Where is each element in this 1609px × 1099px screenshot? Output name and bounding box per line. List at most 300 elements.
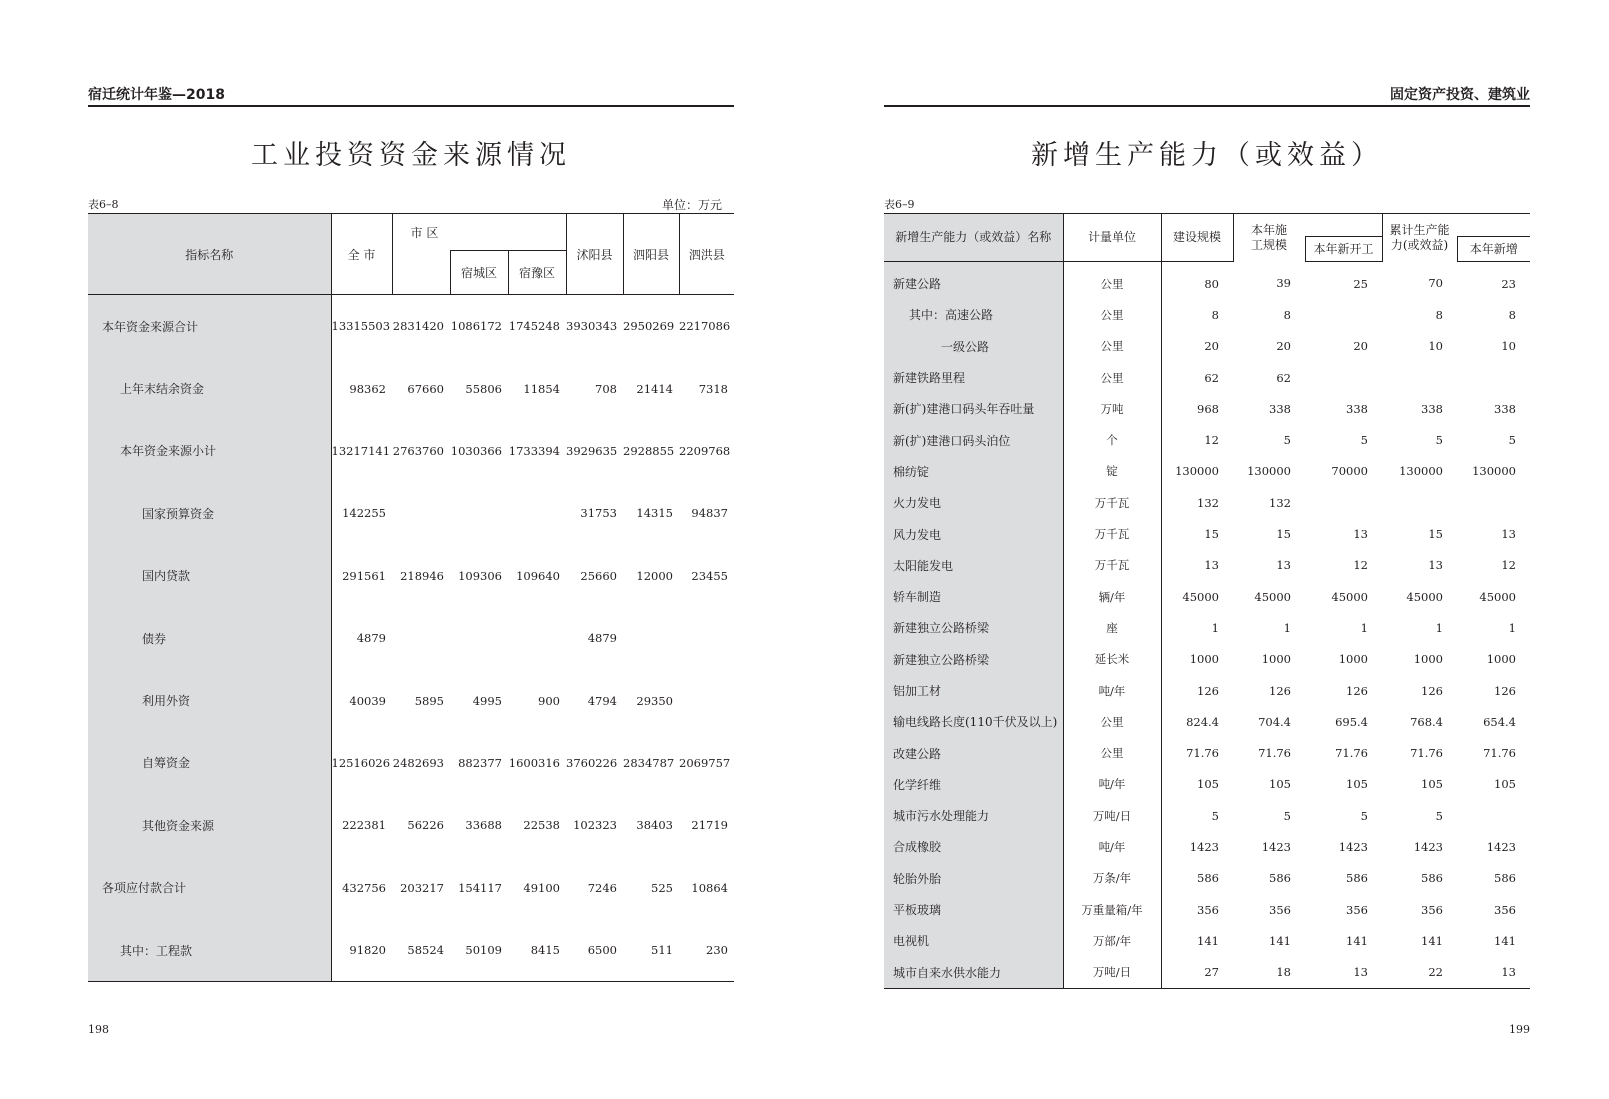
- row-unit: 公里: [1063, 331, 1161, 362]
- cell-value: 142255: [342, 506, 386, 521]
- table-row: [884, 800, 1530, 831]
- cell-value: [450, 482, 508, 544]
- row-label: 本年资金来源合计: [88, 295, 331, 358]
- row-label: 其中：工程款: [88, 919, 331, 982]
- cell-value: 1: [1435, 620, 1443, 635]
- cell-value: 3760226: [566, 755, 618, 770]
- cell-value: 27: [1161, 957, 1233, 989]
- table-unit-left: 单位：万元: [661, 198, 722, 212]
- row-unit: 万千瓦: [1063, 518, 1161, 549]
- cell-value: 1423: [1338, 839, 1368, 854]
- row-label: 利用外资: [88, 669, 331, 731]
- cell-value: 230: [706, 943, 728, 958]
- cell-value: 1600316: [508, 755, 560, 770]
- cell-value: 20: [1161, 331, 1233, 362]
- cell-value: 1423: [1261, 839, 1291, 854]
- table-row: [884, 863, 1530, 894]
- cell-value: 5895: [414, 693, 444, 708]
- cell-value: 67660: [407, 381, 444, 396]
- cell-value: 71.76: [1161, 737, 1233, 768]
- header-shuyang: 沭阳县: [566, 214, 623, 295]
- cell-value: 1000: [1338, 652, 1368, 667]
- cell-value: 586: [1346, 871, 1368, 886]
- cell-value: 7246: [587, 880, 617, 895]
- cell-value: 2209768: [679, 443, 731, 458]
- cell-value: 14315: [636, 506, 673, 521]
- cell-value: 4995: [472, 693, 502, 708]
- row-unit: 万千瓦: [1063, 487, 1161, 518]
- cell-value: 141: [1346, 933, 1368, 948]
- cell-value: 882377: [458, 755, 502, 770]
- cell-value: 50109: [465, 943, 502, 958]
- row-label: 各项应付款合计: [88, 857, 331, 919]
- cell-value: 2217086: [679, 319, 731, 334]
- cell-value: 1423: [1413, 839, 1443, 854]
- header-rule: [884, 105, 1530, 107]
- cell-value: 586: [1269, 871, 1291, 886]
- cell-value: 10: [1501, 339, 1516, 354]
- cell-value: 222381: [342, 818, 386, 833]
- row-label: 自筹资金: [88, 732, 331, 794]
- industrial-investment-table: [88, 213, 734, 982]
- table-row: [88, 794, 734, 856]
- cell-value: 49100: [523, 880, 560, 895]
- cell-value: 29350: [636, 693, 673, 708]
- cell-value: 45000: [1479, 589, 1516, 604]
- row-unit: 吨/年: [1063, 675, 1161, 706]
- cell-value: 12000: [636, 568, 673, 583]
- cell-value: [1305, 362, 1382, 393]
- cell-value: 654.4: [1483, 714, 1516, 729]
- cell-value: 356: [1494, 902, 1516, 917]
- cell-value: 5: [1283, 433, 1291, 448]
- cell-value: [1457, 800, 1530, 831]
- cell-value: 33688: [465, 818, 502, 833]
- cell-value: 130000: [1399, 464, 1443, 479]
- cell-value: [1382, 362, 1457, 393]
- row-unit: 座: [1063, 612, 1161, 643]
- cell-value: 356: [1269, 902, 1291, 917]
- cell-value: 511: [651, 943, 673, 958]
- cell-value: 824.4: [1161, 706, 1233, 737]
- page-number-right: 199: [1509, 1023, 1530, 1036]
- cell-value: 1423: [1161, 831, 1233, 862]
- cell-value: 1: [1508, 620, 1516, 635]
- page-number-left: 198: [88, 1023, 109, 1036]
- table-row: [88, 545, 734, 607]
- cell-value: 130000: [1161, 456, 1233, 487]
- cell-value: 105: [1421, 777, 1443, 792]
- cell-value: 586: [1161, 863, 1233, 894]
- table-row: [884, 737, 1530, 768]
- cell-value: 15: [1161, 518, 1233, 549]
- row-unit: 万部/年: [1063, 925, 1161, 956]
- row-label: 电视机: [884, 925, 1063, 956]
- cell-value: 126: [1494, 683, 1516, 698]
- row-unit: 万千瓦: [1063, 550, 1161, 581]
- row-unit: 延长米: [1063, 644, 1161, 675]
- cell-value: 15: [1276, 527, 1291, 542]
- row-label: 输电线路长度(110千伏及以上): [884, 706, 1063, 737]
- cell-value: 130000: [1472, 464, 1516, 479]
- cell-value: [1305, 487, 1382, 518]
- table-row: [884, 393, 1530, 424]
- header-siyang: 泗阳县: [623, 214, 679, 295]
- cell-value: 25: [1353, 276, 1368, 291]
- cell-value: 5: [1360, 433, 1368, 448]
- right-page: [884, 0, 1530, 1099]
- cell-value: 5: [1161, 800, 1233, 831]
- cell-value: 432756: [342, 880, 386, 895]
- cell-value: 105: [1161, 769, 1233, 800]
- cell-value: 1030366: [450, 443, 502, 458]
- cell-value: 1733394: [508, 443, 560, 458]
- cell-value: 141: [1161, 925, 1233, 956]
- header-cumulative: 累计生产能力(或效益): [1382, 214, 1457, 262]
- table-row: [884, 894, 1530, 925]
- row-unit: 公里: [1063, 262, 1161, 300]
- row-label: 新建铁路里程: [884, 362, 1063, 393]
- table-row: [88, 607, 734, 669]
- cell-value: 338: [1269, 401, 1291, 416]
- row-label: 债券: [88, 607, 331, 669]
- row-label: 平板玻璃: [884, 894, 1063, 925]
- cell-value: 2928855: [623, 443, 675, 458]
- cell-value: 91820: [349, 943, 386, 958]
- cell-value: 132: [1269, 495, 1291, 510]
- cell-value: 18: [1276, 965, 1291, 980]
- cell-value: 695.4: [1335, 714, 1368, 729]
- cell-value: 62: [1276, 370, 1291, 385]
- table-row: [884, 769, 1530, 800]
- cell-value: 102323: [573, 818, 617, 833]
- table-row: [88, 669, 734, 731]
- cell-value: 8: [1435, 307, 1443, 322]
- cell-value: 12: [1501, 558, 1516, 573]
- cell-value: 70000: [1331, 464, 1368, 479]
- cell-value: 126: [1161, 675, 1233, 706]
- cell-value: [679, 607, 734, 669]
- cell-value: 5: [1283, 808, 1291, 823]
- row-unit: 锭: [1063, 456, 1161, 487]
- cell-value: 70: [1428, 276, 1443, 291]
- cell-value: 22: [1428, 965, 1443, 980]
- cell-value: 13: [1161, 550, 1233, 581]
- cell-value: 525: [651, 880, 673, 895]
- cell-value: 105: [1346, 777, 1368, 792]
- table-row: [884, 487, 1530, 518]
- row-unit: 万重量箱/年: [1063, 894, 1161, 925]
- cell-value: 338: [1494, 401, 1516, 416]
- table-row: [884, 518, 1530, 549]
- table-row: [884, 957, 1530, 989]
- row-label: 城市自来水供水能力: [884, 957, 1063, 989]
- left-page: [88, 0, 734, 1099]
- table-row: [884, 831, 1530, 862]
- cell-value: 4794: [587, 693, 617, 708]
- cell-value: 154117: [458, 880, 502, 895]
- cell-value: 768.4: [1410, 714, 1443, 729]
- cell-value: 105: [1269, 777, 1291, 792]
- cell-value: 126: [1346, 683, 1368, 698]
- cell-value: 8: [1161, 299, 1233, 330]
- row-unit: 万条/年: [1063, 863, 1161, 894]
- cell-value: 45000: [1161, 581, 1233, 612]
- cell-value: 126: [1269, 683, 1291, 698]
- page-title-left: 工业投资资金来源情况: [251, 140, 571, 171]
- cell-value: 338: [1421, 401, 1443, 416]
- cell-value: 141: [1494, 933, 1516, 948]
- cell-value: 132: [1161, 487, 1233, 518]
- cell-value: [1457, 487, 1530, 518]
- cell-value: 130000: [1247, 464, 1291, 479]
- cell-value: 586: [1421, 871, 1443, 886]
- cell-value: 13: [1501, 965, 1516, 980]
- cell-value: 8: [1508, 307, 1516, 322]
- row-label: 轮胎外胎: [884, 863, 1063, 894]
- cell-value: [1457, 362, 1530, 393]
- table-row: [884, 706, 1530, 737]
- table-row: [88, 857, 734, 919]
- row-unit: 辆/年: [1063, 581, 1161, 612]
- cell-value: 1086172: [450, 319, 502, 334]
- row-unit: 吨/年: [1063, 769, 1161, 800]
- header-total: 全 市: [331, 214, 392, 295]
- cell-value: 13: [1501, 527, 1516, 542]
- cell-value: 2950269: [623, 319, 675, 334]
- cell-value: 338: [1346, 401, 1368, 416]
- cell-value: 1423: [1486, 839, 1516, 854]
- cell-value: 98362: [349, 381, 386, 396]
- cell-value: [392, 482, 450, 544]
- table-row: [884, 262, 1530, 300]
- cell-value: 8: [1283, 307, 1291, 322]
- cell-value: 20: [1353, 339, 1368, 354]
- header-construction-blank: [1305, 214, 1382, 237]
- header-district-blank: [392, 251, 450, 295]
- cell-value: 1: [1283, 620, 1291, 635]
- table-row: [884, 331, 1530, 362]
- cell-value: [1305, 299, 1382, 330]
- cell-value: 704.4: [1258, 714, 1291, 729]
- table-number-right: 表6–9: [884, 198, 915, 211]
- cell-value: 2831420: [392, 319, 444, 334]
- cell-value: 291561: [342, 568, 386, 583]
- row-label: 国家预算资金: [88, 482, 331, 544]
- cell-value: 203217: [400, 880, 444, 895]
- header-new-start: 本年新开工: [1305, 237, 1382, 262]
- row-label: 上年末结余资金: [88, 357, 331, 419]
- row-label: 改建公路: [884, 737, 1063, 768]
- cell-value: 56226: [407, 818, 444, 833]
- cell-value: 2763760: [392, 443, 444, 458]
- cell-value: 2069757: [679, 755, 731, 770]
- table-row: [884, 424, 1530, 455]
- cell-value: 71.76: [1258, 746, 1291, 761]
- row-label: 合成橡胶: [884, 831, 1063, 862]
- cell-value: 45000: [1254, 589, 1291, 604]
- cell-value: [1382, 487, 1457, 518]
- cell-value: 356: [1161, 894, 1233, 925]
- cell-value: [508, 482, 566, 544]
- table-row: [88, 732, 734, 794]
- table-row: [88, 357, 734, 419]
- table-row: [88, 295, 734, 358]
- row-label: 太阳能发电: [884, 550, 1063, 581]
- table-row: [884, 299, 1530, 330]
- header-construction: 本年施工规模: [1233, 214, 1305, 262]
- cell-value: 356: [1346, 902, 1368, 917]
- row-unit: 公里: [1063, 299, 1161, 330]
- running-head-right: 固定资产投资、建筑业: [1390, 87, 1530, 103]
- header-sucheng: 宿城区: [450, 251, 508, 295]
- row-label: 火力发电: [884, 487, 1063, 518]
- cell-value: [679, 669, 734, 731]
- cell-value: 13: [1276, 558, 1291, 573]
- cell-value: 141: [1269, 933, 1291, 948]
- row-label: 风力发电: [884, 518, 1063, 549]
- row-unit: 万吨/日: [1063, 800, 1161, 831]
- header-cumulative-blank: [1457, 214, 1530, 237]
- table-row: [88, 482, 734, 544]
- cell-value: 1: [1161, 612, 1233, 643]
- row-label: 轿车制造: [884, 581, 1063, 612]
- row-unit: 公里: [1063, 362, 1161, 393]
- row-label: 化学纤维: [884, 769, 1063, 800]
- cell-value: 109640: [516, 568, 560, 583]
- row-label: 其中：高速公路: [884, 299, 1063, 330]
- cell-value: 23455: [691, 568, 728, 583]
- cell-value: 5: [1435, 433, 1443, 448]
- new-capacity-table: [884, 213, 1530, 989]
- header-rule: [88, 105, 734, 107]
- cell-value: 15: [1428, 527, 1443, 542]
- cell-value: 6500: [587, 943, 617, 958]
- header-new-added: 本年新增: [1457, 237, 1530, 262]
- cell-value: 3930343: [566, 319, 618, 334]
- cell-value: 40039: [349, 693, 386, 708]
- row-label: 本年资金来源小计: [88, 420, 331, 482]
- cell-value: 71.76: [1483, 746, 1516, 761]
- cell-value: 12: [1353, 558, 1368, 573]
- cell-value: 356: [1421, 902, 1443, 917]
- cell-value: 13315503: [331, 319, 391, 334]
- row-label: 棉纺锭: [884, 456, 1063, 487]
- cell-value: 45000: [1331, 589, 1368, 604]
- cell-value: 31753: [580, 506, 617, 521]
- cell-value: 10: [1428, 339, 1443, 354]
- header-unit: 计量单位: [1063, 214, 1161, 262]
- cell-value: 21414: [636, 381, 673, 396]
- cell-value: 22538: [523, 818, 560, 833]
- cell-value: 968: [1161, 393, 1233, 424]
- cell-value: [623, 607, 679, 669]
- table-row: [884, 925, 1530, 956]
- cell-value: [508, 607, 566, 669]
- cell-value: 1000: [1486, 652, 1516, 667]
- cell-value: 10864: [691, 880, 728, 895]
- cell-value: 13: [1428, 558, 1443, 573]
- cell-value: 62: [1161, 362, 1233, 393]
- cell-value: 2834787: [623, 755, 675, 770]
- cell-value: 94837: [691, 506, 728, 521]
- row-label: 一级公路: [884, 331, 1063, 362]
- cell-value: 708: [595, 381, 617, 396]
- cell-value: 13217141: [331, 443, 391, 458]
- cell-value: 218946: [400, 568, 444, 583]
- cell-value: 71.76: [1410, 746, 1443, 761]
- cell-value: 39: [1276, 276, 1291, 291]
- cell-value: 586: [1494, 871, 1516, 886]
- cell-value: 13: [1353, 965, 1368, 980]
- row-unit: 万吨: [1063, 393, 1161, 424]
- table-row: [88, 919, 734, 982]
- cell-value: [450, 607, 508, 669]
- row-label: 新建独立公路桥梁: [884, 644, 1063, 675]
- header-suyu: 宿豫区: [508, 251, 566, 295]
- cell-value: [392, 607, 450, 669]
- header-sihong: 泗洪县: [679, 214, 734, 295]
- table-row: [884, 362, 1530, 393]
- cell-value: 71.76: [1335, 746, 1368, 761]
- cell-value: 1000: [1161, 644, 1233, 675]
- cell-value: 1: [1360, 620, 1368, 635]
- row-label: 铝加工材: [884, 675, 1063, 706]
- row-unit: 万吨/日: [1063, 957, 1161, 989]
- row-label: 新(扩)建港口码头年吞吐量: [884, 393, 1063, 424]
- table-row: [884, 675, 1530, 706]
- table-number-left: 表6–8: [88, 198, 119, 211]
- row-unit: 公里: [1063, 706, 1161, 737]
- cell-value: 80: [1161, 262, 1233, 300]
- row-label: 国内贷款: [88, 545, 331, 607]
- cell-value: 2482693: [392, 755, 444, 770]
- page-title-right: 新增生产能力（或效益）: [1031, 140, 1383, 171]
- cell-value: 21719: [691, 818, 728, 833]
- cell-value: 12: [1161, 424, 1233, 455]
- cell-value: 4879: [356, 631, 386, 646]
- cell-value: 7318: [698, 381, 728, 396]
- cell-value: 20: [1276, 339, 1291, 354]
- cell-value: 5: [1360, 808, 1368, 823]
- cell-value: 58524: [407, 943, 444, 958]
- cell-value: 25660: [580, 568, 617, 583]
- cell-value: 3929635: [566, 443, 618, 458]
- cell-value: 1000: [1413, 652, 1443, 667]
- cell-value: 109306: [458, 568, 502, 583]
- row-label: 其他资金来源: [88, 794, 331, 856]
- table-row: [884, 581, 1530, 612]
- cell-value: 23: [1501, 276, 1516, 291]
- cell-value: 13: [1353, 527, 1368, 542]
- table-row: [884, 456, 1530, 487]
- cell-value: 11854: [523, 381, 560, 396]
- row-unit: 吨/年: [1063, 831, 1161, 862]
- table-row: [884, 612, 1530, 643]
- header-indicator-name: 指标名称: [88, 214, 331, 295]
- cell-value: 126: [1421, 683, 1443, 698]
- cell-value: 45000: [1406, 589, 1443, 604]
- cell-value: 1000: [1261, 652, 1291, 667]
- row-label: 新建公路: [884, 262, 1063, 300]
- cell-value: 4879: [587, 631, 617, 646]
- header-scale: 建设规模: [1161, 214, 1233, 262]
- cell-value: 900: [538, 693, 560, 708]
- cell-value: 8415: [530, 943, 560, 958]
- cell-value: 141: [1421, 933, 1443, 948]
- header-district: 市 区: [392, 214, 566, 251]
- row-unit: 公里: [1063, 737, 1161, 768]
